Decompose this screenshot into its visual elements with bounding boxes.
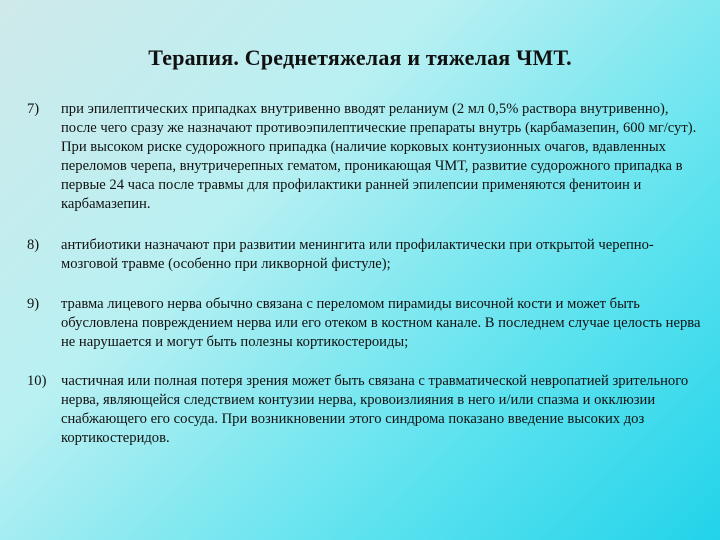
item-number: 10)	[27, 373, 47, 389]
item-text: травма лицевого нерва обычно связана с переломом пирамиды височной кости и может быть обусловлена повреждением нерва или его отеком в костном канале. В последнем случае целость нерва не нарушается и могут быть полезны кортикостероиды;	[61, 296, 701, 350]
item-number: 7)	[27, 101, 40, 117]
item-text: при эпилептических припадках внутривенно вводят реланиум (2 мл 0,5% раствора внутривенно), после чего сразу же назначают противоэпилептические препараты внутрь (карбамазепин, 600 мг/сут). При высоком риске судорожного припадка (наличие корковых контузионных очагов, вдавленных переломов черепа, внутричерепных гематом, проникающая ЧМТ, развитие судорожного припадка в первые 24 часа после травмы для профилактики ранней эпилепсии применяются фенитоин и карбамазепин.	[61, 101, 697, 212]
item-number: 8)	[27, 237, 40, 253]
item-text: антибиотики назначают при развитии менингита или профилактически при открытой черепно-мозговой травме (особенно при ликворной фистуле);	[61, 237, 654, 272]
item-text: частичная или полная потеря зрения может быть связана с травматической невропатией зрительного нерва, являющейся следствием контузии нерва, кровоизлияния в него и/или спазма и окклюзии снабжающего его сосуда. При возникновении этого синдрома показано введение высоких доз кортикостеридов.	[61, 373, 689, 446]
item-number: 9)	[27, 296, 40, 312]
slide-title: Терапия. Среднетяжелая и тяжелая ЧМТ.	[148, 45, 572, 70]
